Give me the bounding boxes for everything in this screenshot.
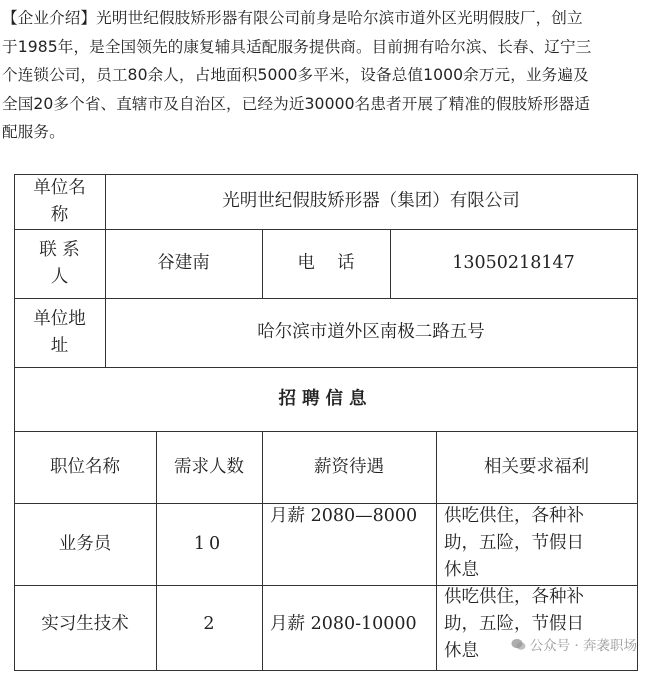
unit-name-value: 光明世纪假肢矫形器（集团）有限公司 [222,191,520,211]
recruit-title: 招聘信息 [278,388,373,409]
company-intro [2,4,647,147]
header-salary: 薪资待遇 [314,456,384,477]
watermark [511,634,637,654]
unit-name-label: 单位名 称 [33,177,86,225]
header-benefits: 相关要求福利 [484,456,589,477]
job-position: 实习生技术 [41,613,129,634]
contact-value: 谷建南 [157,253,210,273]
phone-label: 电 话 [297,253,355,273]
contact-label: 联 系 人 [39,239,80,287]
job-benefits: 供吃供住，各种补 助，五险，节假日 休息 [444,506,584,580]
job-benefits: 供吃供住，各种补 助，五险，节假日 休息 [444,587,584,661]
intro-line: 全国20多个省、直辖市及自治区，已经为近30000名患者开展了精准的假肢矫形器适 [2,94,591,113]
address-value: 哈尔滨市道外区南极二路五号 [257,322,485,342]
header-count: 需求人数 [174,456,244,477]
job-salary: 月薪 2080—8000 [270,506,418,526]
intro-line: 配服务。 [2,123,65,141]
header-position: 职位名称 [50,456,120,477]
address-label: 单位地 址 [33,308,86,356]
job-count: 10 [193,533,225,554]
job-position: 业务员 [58,533,112,554]
watermark-text: 公众号 · 奔袭职场 [529,638,637,654]
phone-value: 13050218147 [452,253,575,273]
intro-line: 个连锁公司，员工80余人，占地面积5000多平米，设备总值1000余万元，业务遍及 [2,66,589,84]
job-salary: 月薪 2080-10000 [270,613,417,634]
intro-line: 【企业介绍】光明世纪假肢矫形器有限公司前身是哈尔滨市道外区光明假肢厂，创立 [2,9,583,27]
wechat-icon [511,638,526,651]
job-count: 2 [203,613,215,634]
intro-line: 于1985年，是全国领先的康复辅具适配服务提供商。目前拥有哈尔滨、长春、辽宁三 [2,37,592,56]
